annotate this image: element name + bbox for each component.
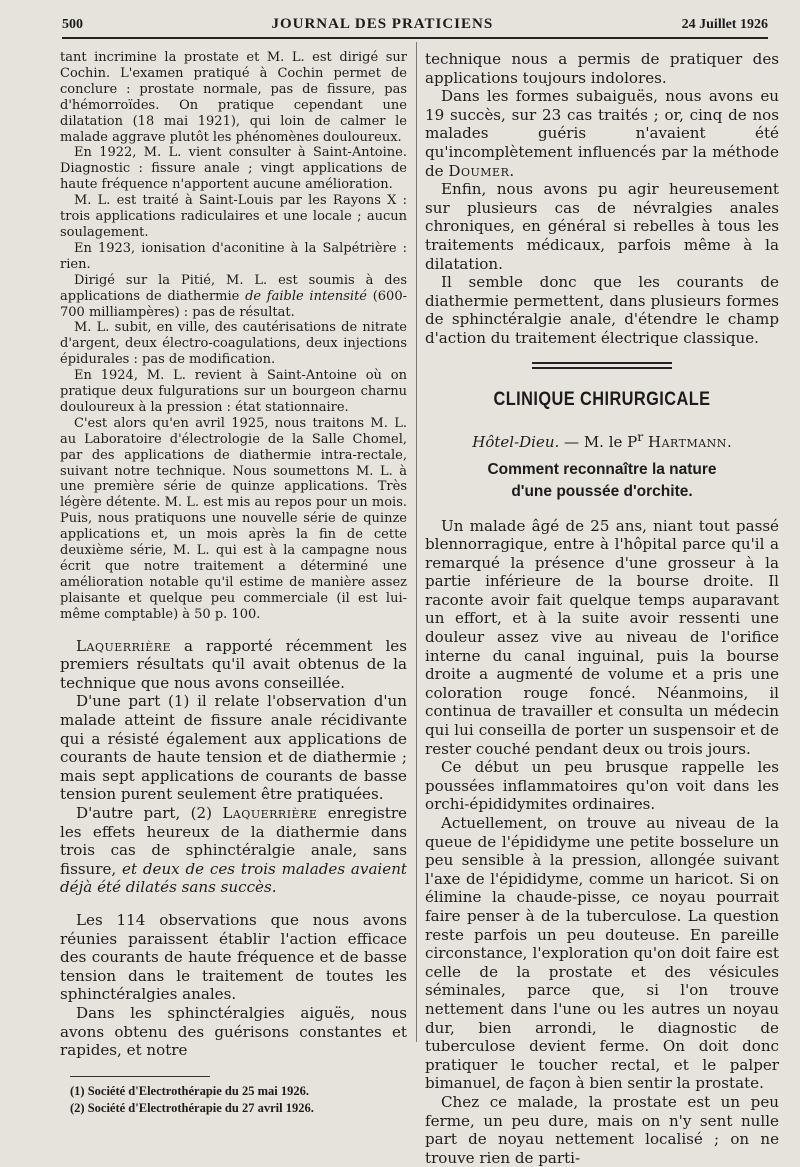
text-run: enregistre les effets heureux de la diathermie dans trois cas de sphinctéralgie anale, sans fissure, xyxy=(60,804,407,878)
header-rule xyxy=(62,37,768,39)
footnote-rule xyxy=(70,1076,210,1077)
article-title-line: Comment reconnaître la nature xyxy=(425,459,779,481)
footnote-2: (2) Société d'Electrothérapie du 27 avril 1926. xyxy=(60,1100,407,1117)
author-name: Laquerrière xyxy=(222,804,317,822)
footnote-1: (1) Société d'Electrothérapie du 25 mai 1926. xyxy=(60,1083,407,1100)
article-title-line: d'une poussée d'orchite. xyxy=(425,481,779,503)
doctor-name: Hartmann xyxy=(648,433,727,451)
paragraph: En 1922, M. L. vient consulter à Saint-Antoine. Diagnostic : fissure anale ; vingt applications de haute fréquence n'apportent aucune amélioration. xyxy=(60,145,407,193)
paragraph: Dans les sphinctéralgies aiguës, nous avons obtenu des guérisons constantes et rapides, et notre xyxy=(60,1004,407,1060)
spacer xyxy=(60,897,407,911)
column-divider xyxy=(416,42,417,1042)
paragraph xyxy=(60,637,407,693)
text-run: . xyxy=(509,162,514,180)
text-run: — M. le P xyxy=(559,433,637,451)
paragraph xyxy=(60,273,407,321)
section-separator xyxy=(532,362,672,369)
article-title xyxy=(425,459,779,503)
text-run: Dirigé sur la Pitié, M. L. est soumis à des applications de diathermie xyxy=(60,273,407,304)
case-history xyxy=(60,50,407,623)
paragraph: tant incrimine la prostate et M. L. est dirigé sur Cochin. L'examen pratiqué à Cochin permet de conclure : prostate normale, pas de fissure, pas d'hémorroïdes. On pratique cependant une dilatation (18 mai 1921), qui loin de calmer le malade aggrave plutôt les phénomènes douloureux. xyxy=(60,50,407,145)
text-run: a rapporté récemment les premiers résultats qu'il avait obtenus de la technique que nous avons conseillée. xyxy=(60,637,407,692)
italic-run: de faible intensité xyxy=(245,289,367,304)
paragraph: Les 114 observations que nous avons réunies paraissent établir l'action efficace des courants de haute fréquence et de basse tension dans le traitement de toutes les sphinctéralgies anales. xyxy=(60,911,407,1004)
hospital-line xyxy=(425,429,779,451)
page-number: 500 xyxy=(62,17,83,33)
section-title: CLINIQUE CHIRURGICALE xyxy=(450,389,754,411)
article-conclusion xyxy=(425,50,779,348)
hospital-name: Hôtel-Dieu. xyxy=(472,433,559,451)
paragraph: Chez ce malade, la prostate est un peu ferme, un peu dure, mais on n'y sent nulle part de noyau nettement localisé ; on ne trouve rien de parti- xyxy=(425,1093,779,1167)
italic-run: et deux de ces trois malades avaient déjà été dilatés sans succès. xyxy=(60,860,407,897)
footnotes xyxy=(60,1076,407,1117)
paragraph: M. L. subit, en ville, des cautérisations de nitrate d'argent, deux électro-coagulations, deux injections épidurales : pas de modification. xyxy=(60,320,407,368)
paragraph xyxy=(60,804,407,897)
text-run: (600-700 milliampères) : pas de résultat. xyxy=(60,289,407,320)
paragraph xyxy=(425,87,779,180)
paragraph: En 1924, M. L. revient à Saint-Antoine où on pratique deux fulgurations sur un bourgeon charnu douloureux à la pression : état stationnaire. xyxy=(60,368,407,416)
paragraph: Enfin, nous avons pu agir heureusement sur plusieurs cas de névralgies anales chroniques, en général si rebelles à tous les traitements médicaux, parfois même à la dilatation. xyxy=(425,180,779,273)
paragraph: Un malade âgé de 25 ans, niant tout passé blennorragique, entre à l'hôpital parce qu'il a remarqué la présence d'une grosseur à la partie inférieure de la bourse droite. Il raconte avoir fait quelque temps auparavant un effort, et à la suite avoir ressenti une douleur assez vive au niveau de l'orifice interne du canal inguinal, puis la bourse droite a augmenté de volume et a pris une coloration rouge foncé. Néanmoins, il continua de travailler et consulta un médecin qui lui conseilla de porter un suspensoir et de rester couché pendant deux ou trois jours. xyxy=(425,517,779,759)
paragraph: Actuellement, on trouve au niveau de la queue de l'épididyme une petite bosselure un peu sensible à la pression, allongée suivant l'axe de l'épididyme, comme un haricot. Si on élimine la chaude-pisse, ce noyau pourrait faire penser à de la tuberculose. La question reste parfois un peu douteuse. En pareille circonstance, l'exploration qu'on doit faire est celle de la prostate et des vésicules séminales, parce que, si l'on trouve nettement dans l'une ou les autres un noyau dur, bien arrondi, le diagnostic de tuberculose devient ferme. On doit donc pratiquer le toucher rectal, et le palper bimanuel, de façon à bien sentir la prostate. xyxy=(425,814,779,1093)
text-run: Dans les formes subaiguës, nous avons eu 19 succès, sur 23 cas traités ; or, cinq de nos malades guéris n'avaient été qu'incomplètement influencés par la méthode de xyxy=(425,87,779,179)
author-name: Laquerrière xyxy=(76,637,171,655)
article-body xyxy=(425,517,779,1167)
superscript: r xyxy=(637,429,643,444)
paragraph: C'est alors qu'en avril 1925, nous traitons M. L. au Laboratoire d'électrologie de la Salle Chomel, par des applications de diathermie intra-rectale, suivant notre technique. Nous soumettons M. L. à une première série de quinze applications. Très légère détente. M. L. est mis au repos pour un mois. Puis, nous pratiquons une nouvelle série de quinze applications et, un mois après la fin de cette deuxième série, M. L. qui est à la campagne nous écrit que notre traitement a déterminé une amélioration notable qu'il estime de manière assez plaisante et quelque peu commerciale (il est lui-même comptable) à 50 p. 100. xyxy=(60,416,407,623)
paragraph: Il semble donc que les courants de diathermie permettent, dans plusieurs formes de sphinctéralgie anale, d'étendre le champ d'action du traitement électrique classique. xyxy=(425,273,779,347)
issue-date: 24 Juillet 1926 xyxy=(682,17,768,33)
spacer xyxy=(60,623,407,637)
text-run: . xyxy=(727,433,732,451)
paragraph: technique nous a permis de pratiquer des applications toujours indolores. xyxy=(425,50,779,87)
discussion xyxy=(60,637,407,1060)
paragraph: M. L. est traité à Saint-Louis par les Rayons X : trois applications radiculaires et une locale ; aucun soulagement. xyxy=(60,193,407,241)
journal-title: JOURNAL DES PRATICIENS xyxy=(271,16,493,33)
paragraph: Ce début un peu brusque rappelle les poussées inflammatoires qu'on voit dans les orchi-épididymites ordinaires. xyxy=(425,758,779,814)
page-header xyxy=(62,16,768,38)
paragraph: D'une part (1) il relate l'observation d'un malade atteint de fissure anale récidivante qui a résisté également aux applications de courants de haute tension et de diathermie ; mais sept applications de courants de basse tension purent seulement être pratiquées. xyxy=(60,692,407,804)
left-column xyxy=(60,50,407,1117)
right-column xyxy=(425,50,779,1167)
paragraph: En 1923, ionisation d'aconitine à la Salpétrière : rien. xyxy=(60,241,407,273)
text-run: D'autre part, (2) xyxy=(76,804,222,822)
author-name: Doumer xyxy=(448,162,509,180)
